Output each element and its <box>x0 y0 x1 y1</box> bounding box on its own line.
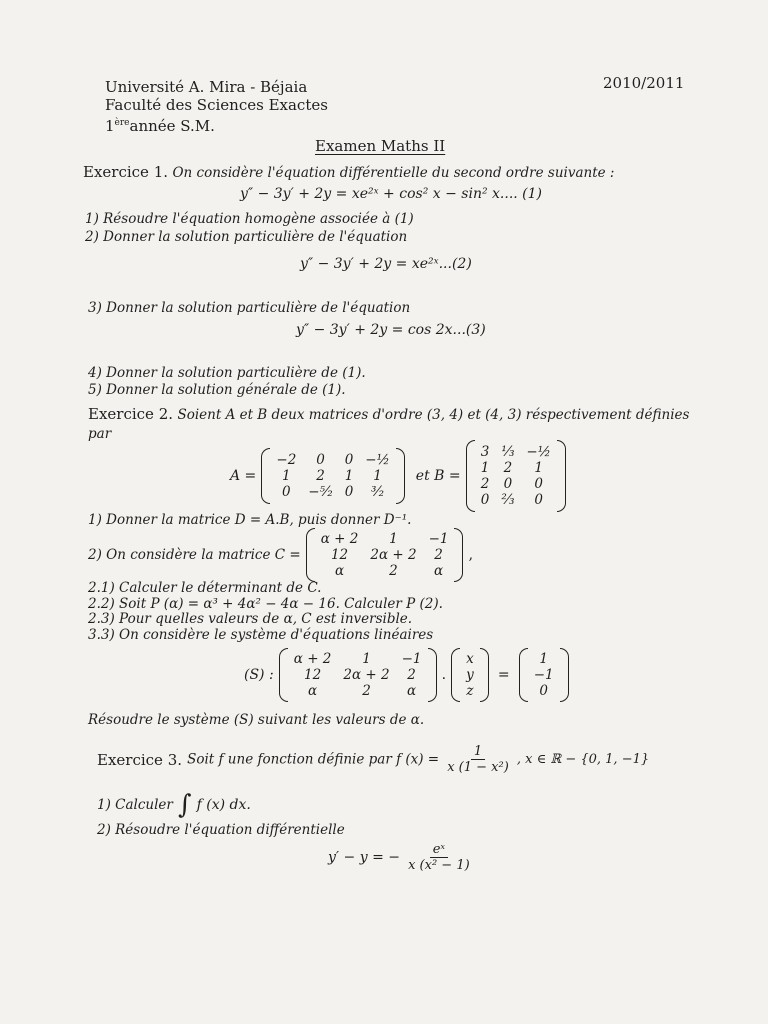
matrix-A-label: A = <box>230 468 257 484</box>
matrix-A-cell: 1 <box>344 468 354 484</box>
matrix-B-cell: 2 <box>480 476 490 492</box>
equation-1: y″ − 3y′ + 2y = xe²ˣ + cos² x − sin² x.... (1) <box>240 186 542 202</box>
matrix-C-cell: α <box>433 563 444 579</box>
ex2-question-1: 1) Donner la matrice D = A.B, puis donner D⁻¹. <box>88 512 412 528</box>
unknowns-vector <box>451 648 489 702</box>
ex2-question-2-3: 2.3) Pour quelles valeurs de α, C est inversible. <box>88 611 413 627</box>
function-fraction: $\frac{1}{\text{x (1 − x²)}}$ <box>447 744 509 775</box>
equals-sign: = <box>497 667 510 683</box>
ex2-question-2-1: 2.1) Calculer le déterminant de C. <box>88 580 322 596</box>
exercise-1-heading: Exercice 1. On considère l'équation différentielle du second ordre suivante : <box>83 163 615 181</box>
faculty-name: Faculté des Sciences Exactes <box>105 96 328 114</box>
matrix-A-cell: 0 <box>344 452 354 468</box>
system-matrix-cell: 2 <box>362 683 371 699</box>
matrix-B-cell: 1 <box>480 460 490 476</box>
matrix-B-cell: −½ <box>526 444 551 460</box>
system-matrix-cell: α <box>406 683 417 699</box>
matrix-B-cell: 0 <box>534 476 543 492</box>
matrix-C-cell: −1 <box>428 531 449 547</box>
study-year: 1èreannée S.M. <box>105 117 215 135</box>
matrix-C-cell: 2 <box>434 547 443 563</box>
matrix-B-cell: 3 <box>480 444 490 460</box>
matrix-A-cell: 0 <box>344 484 354 500</box>
ex3-question-1: 1) Calculer ∫ f (x) dx. <box>97 790 251 820</box>
matrix-A-cell: −½ <box>365 452 390 468</box>
system-matrix-cell: 12 <box>303 667 322 683</box>
system-matrix-cell: α + 2 <box>293 651 332 667</box>
ex2-question-2: 2) On considère la matrice C = α + 2 1 −1 12 2α + 2 2 α 2 α , <box>88 528 473 582</box>
matrix-A-cell: −⁵⁄₂ <box>308 484 333 500</box>
matrix-A-cell: 0 <box>282 484 291 500</box>
ex1-question-3: 3) Donner la solution particulière de l'équation <box>88 300 411 316</box>
matrix-C-cell: α + 2 <box>320 531 359 547</box>
matrix-B-cell: ⅔ <box>501 492 515 508</box>
matrix-A-cell: 2 <box>316 468 325 484</box>
dot-operator: . <box>441 667 447 683</box>
ex2-question-2-2: 2.2) Soit P (α) = α³ + 4α² − 4α − 16. Calculer P (2). <box>88 596 443 612</box>
university-name: Université A. Mira - Béjaia <box>105 78 308 96</box>
matrix-C-cell: α <box>335 563 345 579</box>
integral-sign: ∫ <box>177 790 192 820</box>
ex2-intro-continued: par <box>88 426 112 442</box>
matrix-A-cell: −2 <box>276 452 297 468</box>
matrix-B-label: et B = <box>415 468 461 484</box>
exam-title: Examen Maths II <box>315 137 446 155</box>
matrix-C-cell: 12 <box>330 547 349 563</box>
matrix-A-cell: 0 <box>316 452 325 468</box>
ex1-question-2: 2) Donner la solution particulière de l'équation <box>85 229 408 245</box>
ex3-question-2: 2) Résoudre l'équation différentielle <box>97 822 345 838</box>
system-matrix-cell: 2α + 2 <box>343 667 390 683</box>
rhs-fraction: $\frac{\text{eˣ}}{\text{x (x² − 1)}}$ <box>408 842 470 873</box>
matrix-B-cell: 0 <box>480 492 490 508</box>
linear-system <box>244 648 569 702</box>
matrix-B-cell: 0 <box>503 476 513 492</box>
matrix-A-cell: 1 <box>282 468 291 484</box>
system-matrix-cell: α <box>308 683 318 699</box>
ex1-question-5: 5) Donner la solution générale de (1). <box>88 382 346 398</box>
unknowns-vector-cell: x <box>466 651 474 667</box>
matrix-B-cell: 0 <box>534 492 543 508</box>
ex1-question-4: 4) Donner la solution particulière de (1). <box>88 365 366 381</box>
matrices-AB <box>230 440 566 512</box>
equation-3: y″ − 3y′ + 2y = cos 2x...(3) <box>296 322 486 338</box>
matrix-A <box>261 448 404 504</box>
matrix-A-cell: 1 <box>373 468 382 484</box>
matrix-C <box>306 528 464 582</box>
matrix-C-cell: 2α + 2 <box>370 547 417 563</box>
exercise-3-heading: Exercice 3. Soit f une fonction définie par f (x) = $\frac{1}{\text{x (1 − x²)}}$ , x ∈ ℝ − {0, 1, −1} <box>97 744 650 775</box>
ex2-resolve-system: Résoudre le système (S) suivant les valeurs de α. <box>88 712 425 728</box>
system-matrix-cell: −1 <box>401 651 422 667</box>
system-matrix-cell: 1 <box>362 651 371 667</box>
matrix-B <box>466 440 566 512</box>
matrix-A-cell: ³⁄₂ <box>370 484 385 500</box>
exercise-2-heading: Exercice 2. Soient A et B deux matrices d'ordre (3, 4) et (4, 3) réspectivement définies <box>88 405 690 423</box>
matrix-B-cell: 1 <box>534 460 543 476</box>
matrix-C-cell: 1 <box>389 531 398 547</box>
rhs-vector-cell: 1 <box>539 651 548 667</box>
matrix-B-cell: ⅓ <box>501 444 515 460</box>
rhs-vector-cell: −1 <box>533 667 554 683</box>
rhs-vector <box>519 648 569 702</box>
unknowns-vector-cell: y <box>466 667 474 683</box>
academic-year: 2010/2011 <box>603 74 685 92</box>
rhs-vector-cell: 0 <box>539 683 548 699</box>
unknowns-vector-cell: z <box>466 683 474 699</box>
ex1-question-1: 1) Résoudre l'équation homogène associée à (1) <box>85 211 414 227</box>
system-matrix <box>279 648 437 702</box>
ex3-differential-equation: y′ − y = − $\frac{\text{eˣ}}{\text{x (x² − 1)}}$ <box>328 842 473 873</box>
matrix-B-cell: 2 <box>503 460 513 476</box>
ex2-question-3-3: 3.3) On considère le système d'équations linéaires <box>88 627 434 643</box>
equation-2: y″ − 3y′ + 2y = xe²ˣ...(2) <box>300 256 472 272</box>
system-label: (S) : <box>244 667 274 683</box>
system-matrix-cell: 2 <box>407 667 416 683</box>
matrix-C-cell: 2 <box>389 563 398 579</box>
